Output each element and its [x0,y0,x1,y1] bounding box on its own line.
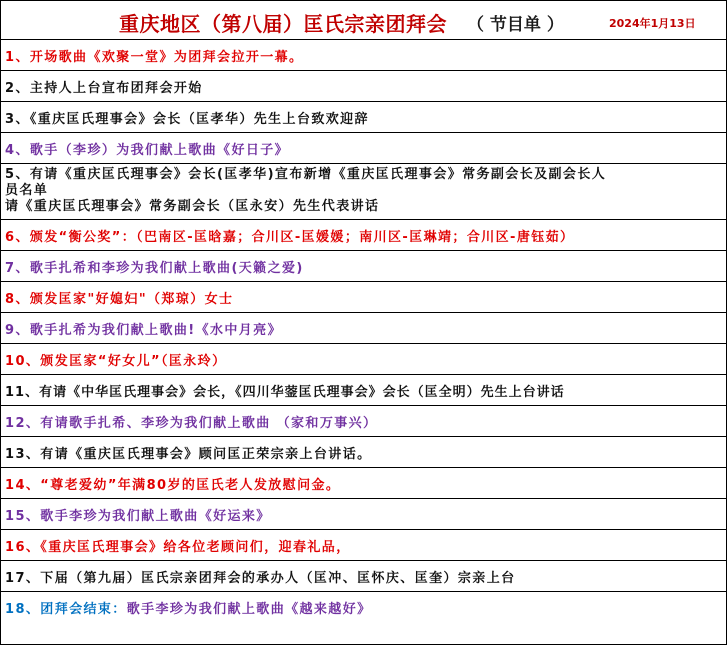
item-text: 1、开场歌曲《欢聚一堂》为团拜会拉开一幕。 [5,49,304,65]
page-title: 重庆地区（第八届）匡氏宗亲团拜会 [119,12,447,36]
item-text: 13、有请《重庆匡氏理事会》顾问匡正荣宗亲上台讲话。 [5,446,372,462]
item-text: 9、歌手扎希为我们献上歌曲!《水中月亮》 [5,322,282,338]
item-text: 17、下届（第九届）匡氏宗亲团拜会的承办人（匡冲、匡怀庆、匡奎）宗亲上台 [5,570,516,586]
program-item-14 [1,468,726,499]
program-item-12 [1,406,726,437]
sheet-header [1,1,726,40]
event-date: 2024年1月13日 [609,17,696,30]
item-text: 10、颁发匡家“好女儿”（匡永玲） [5,353,227,369]
item-text: 15、歌手李珍为我们献上歌曲《好运来》 [5,508,271,524]
program-item-2 [1,71,726,102]
program-item-5 [1,164,726,220]
program-item-18 [1,592,726,623]
item-text-line-1: 5、有请《重庆匡氏理事会》会长(匡孝华)宣布新增《重庆匡氏理事会》常务副会长及副会长人 [5,167,607,182]
item-text: 2、主持人上台宣布团拜会开始 [5,80,203,96]
program-item-9 [1,313,726,344]
program-item-7 [1,251,726,282]
program-item-8 [1,282,726,313]
item-text: 14、“尊老爱幼”年满80岁的匡氏老人发放慰问金。 [5,477,341,493]
program-item-13 [1,437,726,468]
program-item-10 [1,344,726,375]
program-item-15 [1,499,726,530]
item-text-line-2: 员名单 [5,183,49,198]
item-text: 8、颁发匡家"好媳妇"（郑琼）女士 [5,291,234,307]
item-text-song: 歌手李珍为我们献上歌曲《越来越好》 [126,602,372,617]
program-item-4 [1,133,726,164]
item-text-closing: 18、团拜会结束： [5,602,127,617]
program-item-1 [1,40,726,71]
program-item-6 [1,220,726,251]
item-text: 11、有请《中华匡氏理事会》会长，《四川华蓥匡氏理事会》会长（匡全明）先生上台讲话 [5,384,565,400]
program-label: （ 节目单 ） [467,15,564,35]
item-text: 12、有请歌手扎希、李珍为我们献上歌曲 （家和万事兴） [5,415,378,431]
item-text-line-3: 请《重庆匡氏理事会》常务副会长（匡永安）先生代表讲话 [5,199,380,214]
item-text: 16、《重庆匡氏理事会》给各位老顾问们，迎春礼品， [5,539,351,555]
item-text: 7、歌手扎希和李珍为我们献上歌曲(天籁之爱) [5,260,304,276]
item-text: 3、《重庆匡氏理事会》会长（匡孝华）先生上台致欢迎辞 [5,111,369,127]
program-item-11 [1,375,726,406]
program-item-3 [1,102,726,133]
item-text: 4、歌手（李珍）为我们献上歌曲《好日子》 [5,142,290,158]
program-item-16 [1,530,726,561]
program-item-17 [1,561,726,592]
item-text: 6、颁发“衡公奖”：（巴南区-匡晗嘉；合川区-匡媛媛；南川区-匡琳靖；合川区-唐钰茹） [5,229,575,245]
